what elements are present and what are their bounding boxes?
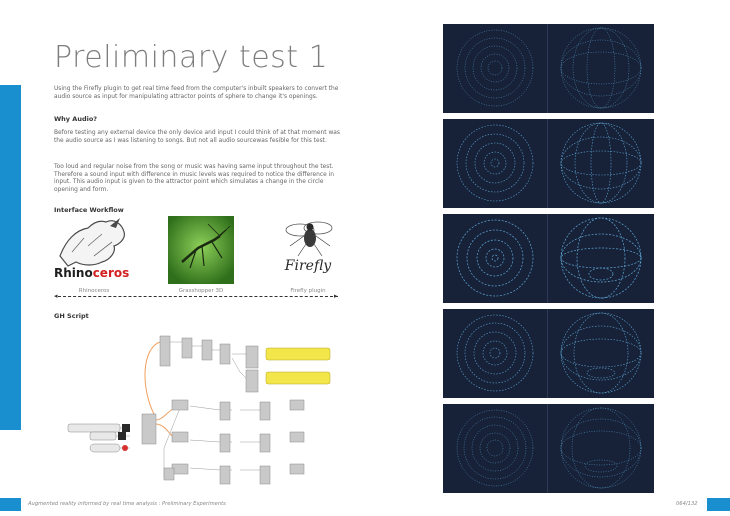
render-5 [443, 404, 654, 493]
why-audio-paragraph-1: Before testing any external device the only device and input I could think of at that moment was the audio source as I was listening to songs. But not all audio sourcewas fesible for this test. [54, 130, 340, 144]
gh-script-heading: GH Script [54, 312, 89, 320]
side-accent-bar [0, 85, 21, 430]
workflow-arrow [58, 296, 338, 297]
page-title: Preliminary test 1 [54, 40, 329, 75]
render-4 [443, 309, 654, 398]
arrow-left-icon: ◂ [54, 292, 58, 300]
why-audio-heading: Why Audio? [54, 115, 98, 123]
footer-accent-left [0, 498, 21, 511]
why-audio-paragraph-2: Too loud and regular noise from the song or music was having same input throughout the test. Therefore a sound input with difference in music levels was required to notice the difference in input. This audio input is given to the attractor point which simulates a change in the circle opening and form. [54, 164, 334, 193]
rhinoceros-label: Rhinoceros [78, 288, 110, 294]
grasshopper-label: Grasshopper 3D [178, 288, 224, 294]
footer-caption: Augmented reality informed by real time analysis : Preliminary Experiments [28, 501, 226, 507]
firefly-label: Firefly plugin [290, 288, 326, 294]
firefly-logo-word: Firefly [284, 258, 332, 274]
rhino-logo-word-1: Rhino [54, 266, 93, 280]
arrow-right-icon: ▸ [334, 292, 338, 300]
gh-script-diagram [60, 328, 340, 488]
footer-accent-right [707, 498, 730, 511]
rhino-logo-word-2: ceros [92, 266, 130, 280]
render-1 [443, 24, 654, 113]
render-3 [443, 214, 654, 303]
rhinoceros-logo [54, 216, 134, 286]
page-number: 064/132 [676, 501, 698, 507]
firefly-logo [270, 216, 346, 284]
interface-workflow-heading: Interface Workflow [54, 206, 124, 214]
render-2 [443, 119, 654, 208]
intro-paragraph: Using the Firefly plugin to get real time feed from the computer's inbuilt speakers to convert the audio source as input for manipulating attractor points of sphere to change it's openings. [54, 86, 339, 100]
grasshopper-logo [168, 216, 234, 284]
